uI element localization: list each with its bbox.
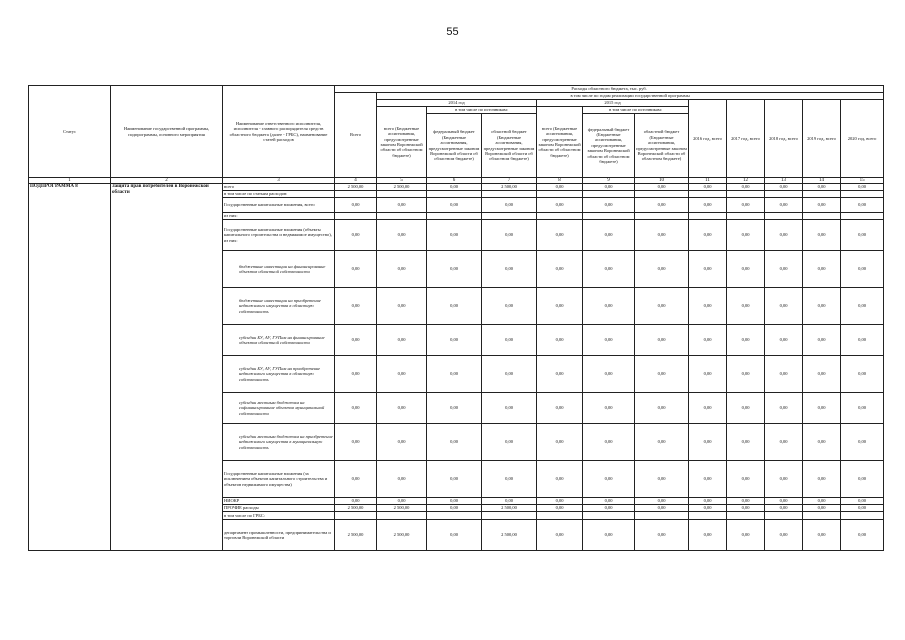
row-label: в том числе по статьям расходов: (223, 191, 335, 198)
value-cell: 2 500,00 (335, 520, 377, 551)
value-cell (841, 512, 884, 520)
value-cell: 0,00 (583, 356, 635, 393)
value-cell: 0,00 (537, 520, 583, 551)
value-cell: 0,00 (335, 288, 377, 325)
value-cell: 0,00 (689, 520, 727, 551)
column-number: 1 (29, 178, 111, 184)
row-label: Государственные капитальные вложения (объекты капитального строительства и недвижимое имущество), из них: (223, 220, 335, 251)
value-cell: 2 500,00 (377, 184, 427, 191)
value-cell (377, 213, 427, 220)
value-cell (583, 512, 635, 520)
value-cell: 0,00 (537, 198, 583, 213)
value-cell: 0,00 (537, 251, 583, 288)
value-cell: 0,00 (765, 520, 803, 551)
value-cell: 0,00 (765, 198, 803, 213)
value-cell: 0,00 (689, 184, 727, 191)
value-cell: 0,00 (727, 184, 765, 191)
value-cell: 0,00 (635, 520, 689, 551)
value-cell (635, 191, 689, 198)
value-cell (689, 213, 727, 220)
value-cell: 0,00 (583, 184, 635, 191)
value-cell: 0,00 (765, 325, 803, 356)
header-year-2015: 2015 год (537, 100, 689, 107)
value-cell: 0,00 (335, 461, 377, 498)
value-cell: 0,00 (427, 325, 482, 356)
value-cell: 0,00 (537, 424, 583, 461)
value-cell: 0,00 (635, 198, 689, 213)
value-cell (803, 191, 841, 198)
value-cell (635, 213, 689, 220)
budget-table (28, 85, 884, 551)
value-cell (427, 213, 482, 220)
value-cell: 0,00 (537, 505, 583, 512)
value-cell: 0,00 (689, 461, 727, 498)
header-executor: Наименование ответственного исполнителя, исполнителя - главного распорядителя средств областного бюджета (далее - ГРБС), наименование статей расходов (223, 86, 335, 178)
row-label: Государственные капитальные вложения, всего (223, 198, 335, 213)
value-cell: 0,00 (635, 424, 689, 461)
value-cell: 0,00 (427, 198, 482, 213)
value-cell (803, 512, 841, 520)
value-cell: 0,00 (583, 325, 635, 356)
column-number: 7 (482, 178, 537, 184)
header-sources-2015: в том числе по источникам: (583, 107, 689, 114)
value-cell: 0,00 (427, 498, 482, 505)
value-cell: 0,00 (635, 393, 689, 424)
value-cell: 0,00 (482, 288, 537, 325)
value-cell: 0,00 (335, 325, 377, 356)
column-number: 8 (537, 178, 583, 184)
value-cell: 0,00 (765, 184, 803, 191)
value-cell: 0,00 (841, 498, 884, 505)
value-cell: 2 500,00 (335, 505, 377, 512)
value-cell: 0,00 (803, 505, 841, 512)
value-cell: 0,00 (377, 424, 427, 461)
value-cell: 2 500,00 (482, 520, 537, 551)
value-cell: 0,00 (765, 424, 803, 461)
value-cell: 0,00 (583, 288, 635, 325)
value-cell (765, 512, 803, 520)
value-cell: 0,00 (537, 220, 583, 251)
header-expenses-main: Расходы областного бюджета, тыс. руб. (335, 86, 884, 93)
header-status: Статус (29, 86, 111, 178)
column-number: 11 (689, 178, 727, 184)
value-cell: 0,00 (377, 220, 427, 251)
value-cell: 0,00 (803, 356, 841, 393)
value-cell: 0,00 (635, 288, 689, 325)
row-label: бюджетные инвестиции на приобретение недвижимого имущества в областную собственность (223, 288, 335, 325)
value-cell (689, 191, 727, 198)
header-col13: 2018 год, всего (765, 100, 803, 178)
value-cell (537, 512, 583, 520)
row-label: субсидии БУ, АУ, ГУПам на финансирование объектов областной собственности (223, 325, 335, 356)
value-cell: 0,00 (427, 184, 482, 191)
value-cell: 0,00 (689, 505, 727, 512)
value-cell: 0,00 (727, 520, 765, 551)
value-cell (335, 213, 377, 220)
column-number: 4 (335, 178, 377, 184)
value-cell: 0,00 (335, 356, 377, 393)
value-cell: 0,00 (635, 220, 689, 251)
value-cell: 0,00 (427, 356, 482, 393)
value-cell: 0,00 (765, 498, 803, 505)
header-col11: 2016 год, всего (689, 100, 727, 178)
header-col15: 2020 год, всего (841, 100, 884, 178)
value-cell: 0,00 (727, 461, 765, 498)
value-cell (803, 213, 841, 220)
value-cell: 0,00 (335, 424, 377, 461)
row-label: департамент промышленности, предпринимательства и торговли Воронежской области (223, 520, 335, 551)
value-cell: 0,00 (583, 424, 635, 461)
header-col5: всего (Бюджетные ассигнования, предусмотренные законом Воронежской области об областном бюджете) (377, 107, 427, 178)
value-cell: 0,00 (689, 356, 727, 393)
header-sources-2014: в том числе по источникам: (427, 107, 537, 114)
value-cell (377, 512, 427, 520)
column-number: 15 (841, 178, 884, 184)
value-cell: 0,00 (635, 184, 689, 191)
header-expenses-sub: в том числе по годам реализации государственной программы (377, 93, 884, 100)
value-cell (841, 213, 884, 220)
value-cell: 0,00 (537, 184, 583, 191)
value-cell: 0,00 (335, 220, 377, 251)
column-number: 10 (635, 178, 689, 184)
value-cell: 2 500,00 (482, 184, 537, 191)
value-cell: 0,00 (583, 198, 635, 213)
value-cell: 2 500,00 (377, 520, 427, 551)
value-cell: 0,00 (427, 393, 482, 424)
value-cell: 0,00 (583, 520, 635, 551)
value-cell: 0,00 (803, 251, 841, 288)
row-label: ПРОЧИЕ расходы (223, 505, 335, 512)
value-cell: 0,00 (727, 251, 765, 288)
value-cell: 0,00 (841, 198, 884, 213)
value-cell: 0,00 (689, 325, 727, 356)
value-cell: 0,00 (841, 325, 884, 356)
row-label: субсидии местным бюджетам на приобретение недвижимого имущества в муниципальную собственность (223, 424, 335, 461)
column-number: 13 (765, 178, 803, 184)
value-cell: 0,00 (803, 424, 841, 461)
value-cell: 0,00 (803, 498, 841, 505)
column-number: 9 (583, 178, 635, 184)
header-col14: 2019 год, всего (803, 100, 841, 178)
value-cell: 0,00 (482, 393, 537, 424)
row-label: в том числе по ГРБС: (223, 512, 335, 520)
header-col12: 2017 год, всего (727, 100, 765, 178)
value-cell: 0,00 (482, 498, 537, 505)
value-cell: 0,00 (482, 424, 537, 461)
column-number: 6 (427, 178, 482, 184)
value-cell: 2 500,00 (335, 184, 377, 191)
value-cell: 0,00 (427, 505, 482, 512)
value-cell: 0,00 (335, 393, 377, 424)
value-cell: 0,00 (765, 393, 803, 424)
value-cell: 0,00 (482, 356, 537, 393)
value-cell: 0,00 (583, 251, 635, 288)
value-cell: 0,00 (841, 424, 884, 461)
value-cell (583, 213, 635, 220)
value-cell (427, 191, 482, 198)
column-number: 12 (727, 178, 765, 184)
value-cell: 0,00 (803, 184, 841, 191)
row-label: НИОКР (223, 498, 335, 505)
value-cell: 0,00 (727, 424, 765, 461)
value-cell: 0,00 (803, 288, 841, 325)
value-cell: 0,00 (377, 356, 427, 393)
value-cell: 0,00 (377, 288, 427, 325)
value-cell (482, 191, 537, 198)
value-cell: 0,00 (689, 198, 727, 213)
value-cell: 0,00 (377, 251, 427, 288)
value-cell: 0,00 (427, 520, 482, 551)
value-cell: 0,00 (727, 356, 765, 393)
value-cell: 0,00 (803, 325, 841, 356)
value-cell: 0,00 (635, 251, 689, 288)
header-col7: областной бюджет (Бюджетные ассигнования, предусмотренные законом Воронежской области об областном бюджете) (482, 114, 537, 178)
value-cell: 0,00 (635, 498, 689, 505)
value-cell: 0,00 (583, 220, 635, 251)
value-cell: 0,00 (482, 461, 537, 498)
value-cell: 0,00 (689, 251, 727, 288)
value-cell: 0,00 (635, 505, 689, 512)
value-cell: 0,00 (377, 461, 427, 498)
value-cell: 0,00 (689, 393, 727, 424)
value-cell: 0,00 (765, 356, 803, 393)
value-cell: 0,00 (583, 461, 635, 498)
value-cell: 2 500,00 (377, 505, 427, 512)
value-cell: 0,00 (537, 393, 583, 424)
value-cell: 0,00 (689, 288, 727, 325)
value-cell: 0,00 (727, 288, 765, 325)
column-number: 14 (803, 178, 841, 184)
value-cell: 0,00 (803, 220, 841, 251)
value-cell: 0,00 (803, 520, 841, 551)
header-year-2014: 2014 год (377, 100, 537, 107)
value-cell: 0,00 (377, 498, 427, 505)
row-label: из них: (223, 213, 335, 220)
value-cell: 0,00 (727, 325, 765, 356)
header-col9: федеральный бюджет (Бюджетные ассигнования, предусмотренные законом Воронежской области об областном бюджете) (583, 114, 635, 178)
value-cell: 0,00 (727, 505, 765, 512)
value-cell: 0,00 (427, 220, 482, 251)
program-name-cell: Защита прав потребителей в Воронежской области (111, 184, 223, 551)
value-cell: 0,00 (841, 220, 884, 251)
value-cell: 0,00 (482, 198, 537, 213)
header-col10: областной бюджет (Бюджетные ассигнования, предусмотренные законом Воронежской области об областном бюджете) (635, 114, 689, 178)
value-cell: 0,00 (377, 198, 427, 213)
value-cell: 0,00 (765, 220, 803, 251)
value-cell: 0,00 (335, 251, 377, 288)
value-cell: 0,00 (583, 393, 635, 424)
value-cell: 0,00 (335, 498, 377, 505)
value-cell: 0,00 (427, 461, 482, 498)
row-label: субсидии БУ, АУ, ГУПам на приобретение недвижимого имущества в областную собственность (223, 356, 335, 393)
page-number: 55 (446, 26, 459, 38)
value-cell (635, 512, 689, 520)
row-label: субсидии местным бюджетам на софинансирование объектов муниципальной собственности (223, 393, 335, 424)
table-row (29, 184, 884, 191)
column-number: 3 (223, 178, 335, 184)
value-cell: 0,00 (689, 424, 727, 461)
value-cell: 0,00 (727, 220, 765, 251)
value-cell: 0,00 (765, 251, 803, 288)
value-cell: 0,00 (583, 505, 635, 512)
value-cell: 0,00 (537, 356, 583, 393)
value-cell: 0,00 (635, 461, 689, 498)
header-col8: всего (Бюджетные ассигнования, предусмотренные законом Воронежской области об областном бюджете) (537, 107, 583, 178)
value-cell: 0,00 (803, 393, 841, 424)
value-cell: 0,00 (841, 288, 884, 325)
value-cell: 0,00 (635, 325, 689, 356)
value-cell (727, 512, 765, 520)
value-cell (765, 191, 803, 198)
value-cell: 0,00 (377, 325, 427, 356)
row-label: бюджетные инвестиции на финансирование объектов областной собственности (223, 251, 335, 288)
status-cell: ПОДПРОГРАММА 8 (29, 184, 111, 551)
value-cell: 0,00 (841, 251, 884, 288)
value-cell (537, 191, 583, 198)
value-cell: 0,00 (635, 356, 689, 393)
value-cell: 0,00 (427, 288, 482, 325)
value-cell (427, 512, 482, 520)
value-cell: 0,00 (537, 288, 583, 325)
column-number: 2 (111, 178, 223, 184)
value-cell: 0,00 (482, 220, 537, 251)
header-total: Всего (335, 93, 377, 178)
value-cell (482, 213, 537, 220)
value-cell (583, 191, 635, 198)
value-cell: 2 500,00 (482, 505, 537, 512)
value-cell: 0,00 (689, 498, 727, 505)
value-cell: 0,00 (377, 393, 427, 424)
value-cell: 0,00 (427, 251, 482, 288)
column-number: 5 (377, 178, 427, 184)
value-cell (765, 213, 803, 220)
value-cell: 0,00 (841, 461, 884, 498)
value-cell (689, 512, 727, 520)
value-cell (335, 512, 377, 520)
row-label: Государственные капитальные вложения (за исключением объектов капитального строительства и объектов недвижимого имущества) (223, 461, 335, 498)
value-cell: 0,00 (537, 461, 583, 498)
value-cell: 0,00 (537, 498, 583, 505)
value-cell: 0,00 (765, 505, 803, 512)
value-cell: 0,00 (841, 505, 884, 512)
value-cell: 0,00 (841, 184, 884, 191)
value-cell: 0,00 (335, 198, 377, 213)
value-cell (537, 213, 583, 220)
value-cell: 0,00 (482, 325, 537, 356)
value-cell: 0,00 (841, 356, 884, 393)
value-cell: 0,00 (841, 520, 884, 551)
value-cell (482, 512, 537, 520)
value-cell: 0,00 (765, 461, 803, 498)
value-cell: 0,00 (427, 424, 482, 461)
value-cell: 0,00 (765, 288, 803, 325)
value-cell (335, 191, 377, 198)
value-cell (727, 191, 765, 198)
value-cell: 0,00 (841, 393, 884, 424)
value-cell: 0,00 (803, 198, 841, 213)
value-cell: 0,00 (727, 198, 765, 213)
value-cell: 0,00 (689, 220, 727, 251)
value-cell (377, 191, 427, 198)
value-cell (727, 213, 765, 220)
value-cell: 0,00 (803, 461, 841, 498)
value-cell: 0,00 (727, 498, 765, 505)
header-program-name: Наименование государственной программы, подпрограммы, основного мероприятия (111, 86, 223, 178)
value-cell (841, 191, 884, 198)
row-label: всего (223, 184, 335, 191)
value-cell: 0,00 (537, 325, 583, 356)
header-col6: федеральный бюджет (Бюджетные ассигнования, предусмотренные законом Воронежской области об областном бюджете) (427, 114, 482, 178)
table-body (29, 184, 884, 551)
value-cell: 0,00 (482, 251, 537, 288)
value-cell: 0,00 (583, 498, 635, 505)
value-cell: 0,00 (727, 393, 765, 424)
